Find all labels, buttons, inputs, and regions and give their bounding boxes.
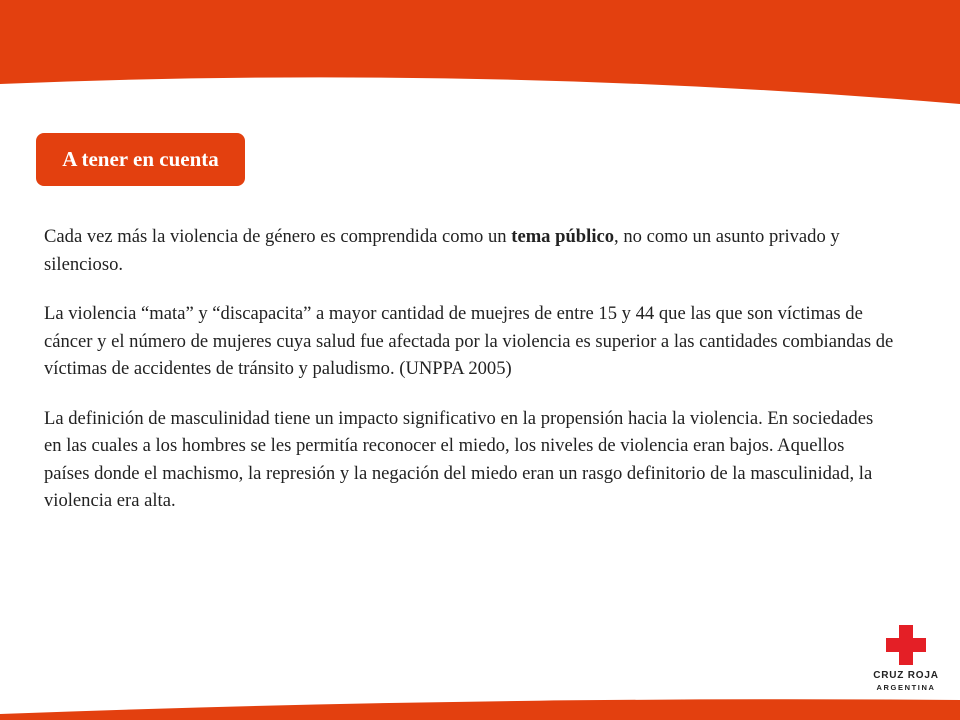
top-orange-band <box>0 0 960 110</box>
paragraph-1-start: Cada vez más la violencia de género es comprendida como un <box>44 226 512 247</box>
logo-text-line-2: ARGENTINA <box>876 683 936 692</box>
paragraph-1 <box>44 223 894 278</box>
paragraph-2: La violencia “mata” y “discapacita” a mayor cantidad de muejres de entre 15 y 44 que las que son víctimas de cáncer y el número de mujeres cuya salud fue afectada por la violencia es superior a las cantidades combiandas de víctimas de accidentes de tránsito y paludismo. (UNPPA 2005) <box>44 303 894 379</box>
red-cross-icon <box>886 625 926 665</box>
tag-a-tener-en-cuenta <box>36 133 245 186</box>
top-band-shape <box>0 0 960 104</box>
logo-text-line-1: CRUZ ROJA <box>873 670 939 681</box>
bottom-band-shape <box>0 699 960 720</box>
body-text <box>44 223 894 537</box>
cruz-roja-logo <box>856 620 956 695</box>
bottom-orange-band <box>0 690 960 720</box>
tag-label: A tener en cuenta <box>62 147 219 171</box>
paragraph-3: La definición de masculinidad tiene un impacto significativo en la propensión hacia la violencia. En sociedades en las cuales a los hombres se les permitía reconocer el miedo, los niveles de violencia eran bajos. Aquellos países donde el machismo, la represión y la negación del miedo eran un rasgo definitorio de la masculinidad, la violencia era alta. <box>44 407 874 511</box>
paragraph-1-end: , no como un asunto privado y silencioso. <box>44 226 840 275</box>
paragraph-1-bold: tema público <box>511 226 615 247</box>
